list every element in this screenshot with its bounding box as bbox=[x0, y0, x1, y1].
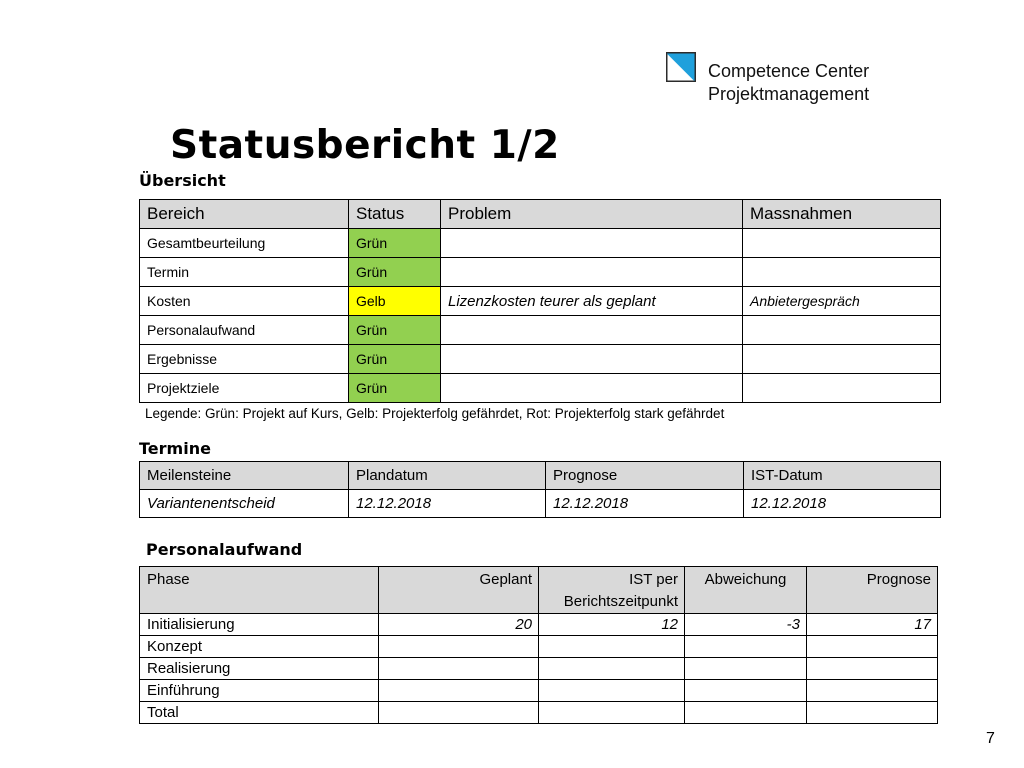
status-legend: Legende: Grün: Projekt auf Kurs, Gelb: Projekterfolg gefährdet, Rot: Projekterfolg stark gefährdet bbox=[145, 406, 725, 421]
page-title: Statusbericht 1/2 bbox=[170, 123, 560, 168]
prognose-cell: 12.12.2018 bbox=[546, 490, 744, 518]
column-header-ist-datum: IST-Datum bbox=[744, 462, 941, 490]
abweichung-cell: -3 bbox=[685, 614, 807, 636]
status-cell: Grün bbox=[349, 345, 441, 374]
table-row bbox=[140, 702, 938, 724]
bereich-cell: Ergebnisse bbox=[140, 345, 349, 374]
bereich-cell: Projektziele bbox=[140, 374, 349, 403]
table-row bbox=[140, 258, 941, 287]
geplant-cell bbox=[379, 636, 539, 658]
column-header-prognose: Prognose bbox=[807, 567, 938, 614]
geplant-cell bbox=[379, 680, 539, 702]
column-header-ist-line2: Berichtszeitpunkt bbox=[563, 593, 678, 610]
column-header-massnahmen: Massnahmen bbox=[743, 200, 941, 229]
phase-cell: Konzept bbox=[140, 636, 379, 658]
phase-cell: Initialisierung bbox=[140, 614, 379, 636]
status-cell: Gelb bbox=[349, 287, 441, 316]
phase-cell: Total bbox=[140, 702, 379, 724]
prognose-cell bbox=[807, 658, 938, 680]
problem-cell bbox=[441, 374, 743, 403]
table-row bbox=[140, 636, 938, 658]
table-row bbox=[140, 614, 938, 636]
brand-line-1: Competence Center bbox=[708, 61, 870, 81]
table-row bbox=[140, 490, 941, 518]
phase-cell: Realisierung bbox=[140, 658, 379, 680]
abweichung-cell bbox=[685, 636, 807, 658]
geplant-cell bbox=[379, 702, 539, 724]
personalaufwand-heading: Personalaufwand bbox=[146, 540, 303, 559]
column-header-ist-line1: IST per bbox=[629, 571, 678, 588]
ist-cell bbox=[539, 680, 685, 702]
ist-cell bbox=[539, 636, 685, 658]
prognose-cell bbox=[807, 636, 938, 658]
column-header-problem: Problem bbox=[441, 200, 743, 229]
column-header-prognose: Prognose bbox=[546, 462, 744, 490]
massnahmen-cell: Anbietergespräch bbox=[743, 287, 941, 316]
ist-datum-cell: 12.12.2018 bbox=[744, 490, 941, 518]
meilenstein-cell: Variantenentscheid bbox=[140, 490, 349, 518]
abweichung-cell bbox=[685, 680, 807, 702]
overview-table bbox=[139, 199, 941, 403]
phase-cell: Einführung bbox=[140, 680, 379, 702]
prognose-cell bbox=[807, 702, 938, 724]
geplant-cell bbox=[379, 658, 539, 680]
problem-cell: Lizenzkosten teurer als geplant bbox=[441, 287, 743, 316]
plandatum-cell: 12.12.2018 bbox=[349, 490, 546, 518]
status-cell: Grün bbox=[349, 229, 441, 258]
prognose-cell: 17 bbox=[807, 614, 938, 636]
problem-cell bbox=[441, 258, 743, 287]
column-header-abweichung: Abweichung bbox=[685, 567, 807, 614]
column-header-plandatum: Plandatum bbox=[349, 462, 546, 490]
termine-heading: Termine bbox=[139, 439, 211, 458]
problem-cell bbox=[441, 316, 743, 345]
problem-cell bbox=[441, 345, 743, 374]
ist-cell: 12 bbox=[539, 614, 685, 636]
massnahmen-cell bbox=[743, 258, 941, 287]
table-row bbox=[140, 229, 941, 258]
table-row bbox=[140, 680, 938, 702]
status-cell: Grün bbox=[349, 374, 441, 403]
brand-name bbox=[708, 60, 869, 106]
personalaufwand-table bbox=[139, 566, 938, 724]
ist-cell bbox=[539, 702, 685, 724]
bereich-cell: Personalaufwand bbox=[140, 316, 349, 345]
prognose-cell bbox=[807, 680, 938, 702]
table-row bbox=[140, 287, 941, 316]
massnahmen-cell bbox=[743, 374, 941, 403]
bereich-cell: Termin bbox=[140, 258, 349, 287]
table-row bbox=[140, 345, 941, 374]
problem-cell bbox=[441, 229, 743, 258]
termine-header-row bbox=[140, 462, 941, 490]
column-header-meilensteine: Meilensteine bbox=[140, 462, 349, 490]
bereich-cell: Gesamtbeurteilung bbox=[140, 229, 349, 258]
table-row bbox=[140, 658, 938, 680]
table-row bbox=[140, 374, 941, 403]
abweichung-cell bbox=[685, 658, 807, 680]
personalaufwand-header-row bbox=[140, 567, 938, 614]
column-header-status: Status bbox=[349, 200, 441, 229]
bereich-cell: Kosten bbox=[140, 287, 349, 316]
status-cell: Grün bbox=[349, 316, 441, 345]
brand-line-2: Projektmanagement bbox=[708, 84, 870, 104]
zurich-canton-flag-icon bbox=[666, 52, 696, 82]
massnahmen-cell bbox=[743, 316, 941, 345]
geplant-cell: 20 bbox=[379, 614, 539, 636]
ist-cell bbox=[539, 658, 685, 680]
overview-heading: Übersicht bbox=[139, 171, 226, 190]
status-cell: Grün bbox=[349, 258, 441, 287]
table-row bbox=[140, 316, 941, 345]
column-header-geplant: Geplant bbox=[379, 567, 539, 614]
page-number: 7 bbox=[986, 730, 995, 747]
massnahmen-cell bbox=[743, 229, 941, 258]
massnahmen-cell bbox=[743, 345, 941, 374]
overview-header-row bbox=[140, 200, 941, 229]
column-header-bereich: Bereich bbox=[140, 200, 349, 229]
column-header-phase: Phase bbox=[140, 567, 379, 614]
termine-table bbox=[139, 461, 941, 518]
abweichung-cell bbox=[685, 702, 807, 724]
column-header-ist bbox=[539, 567, 685, 614]
